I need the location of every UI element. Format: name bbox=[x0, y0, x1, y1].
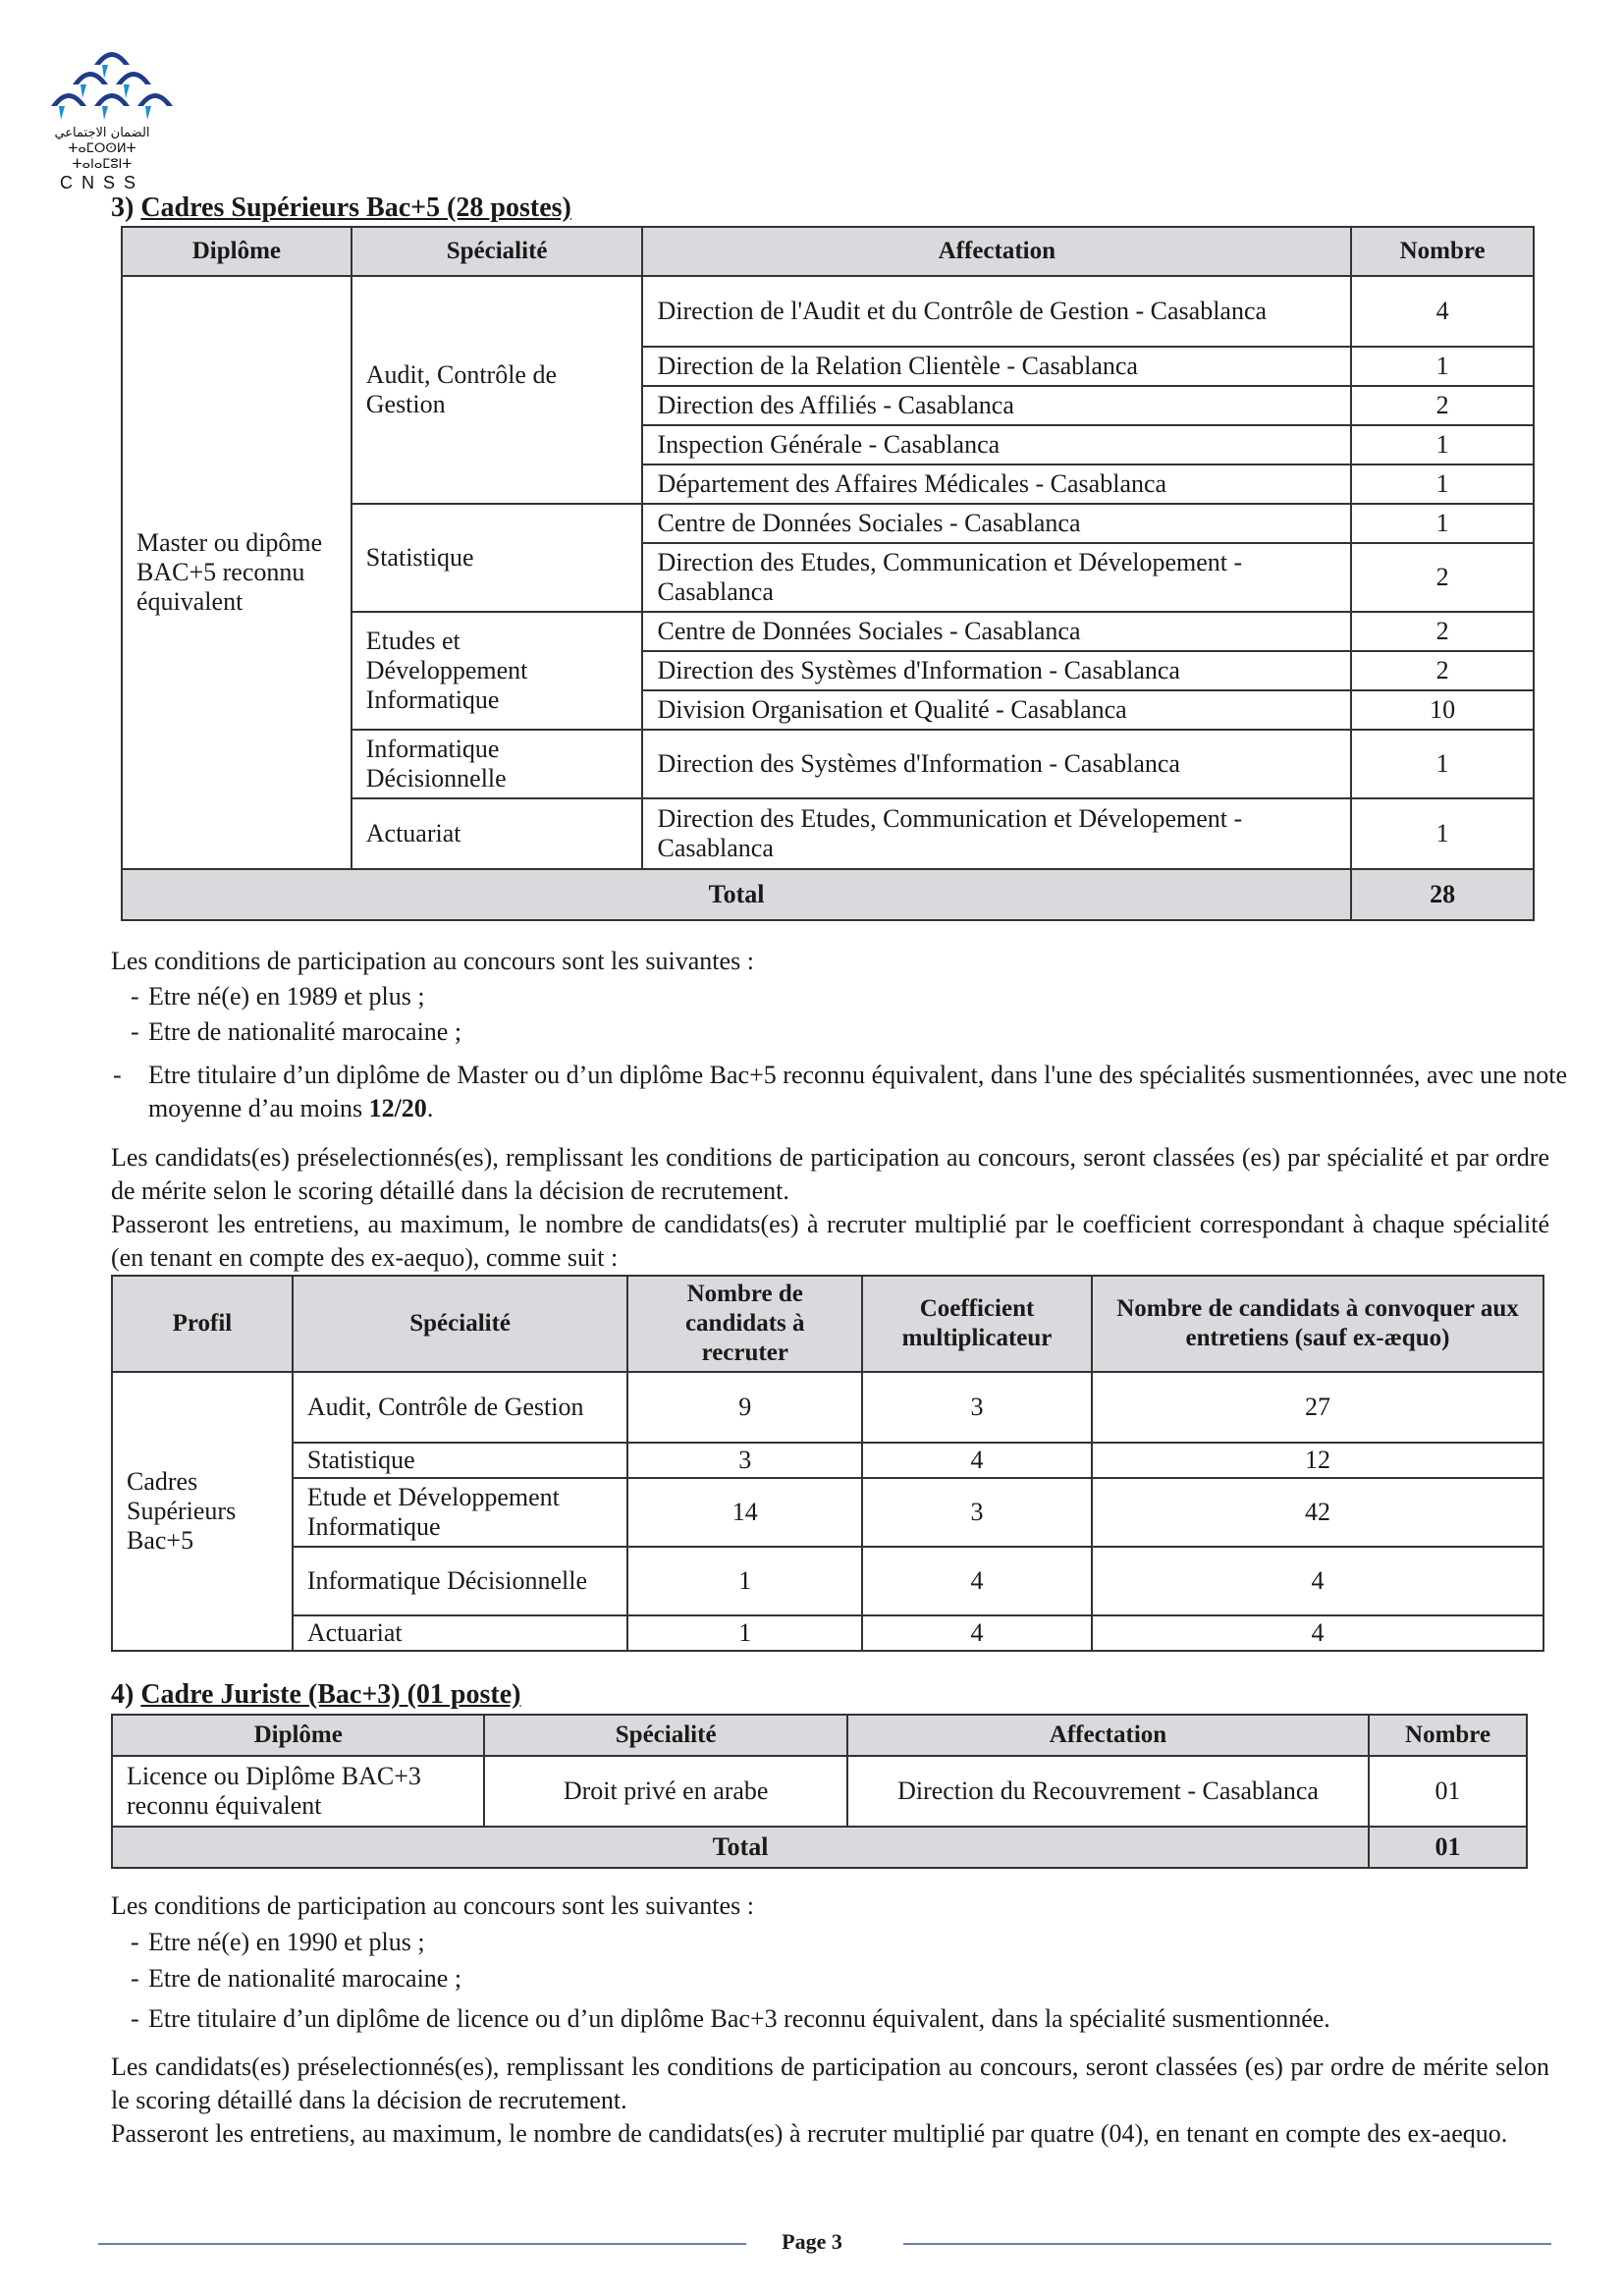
affectation-cell: Inspection Générale - Casablanca bbox=[642, 425, 1351, 465]
coef-cell: 4 bbox=[862, 1443, 1092, 1478]
page-number: Page 3 bbox=[782, 2229, 842, 2254]
logo-tifinagh-text: ⵜⴰⵎⵔⵙⵍⵜ ⵜⴰⵏⴰⵎⵓⵏⵜ bbox=[68, 141, 136, 172]
affectation-cell: Centre de Données Sociales - Casablanca bbox=[642, 504, 1351, 543]
header-nombre: Nombre bbox=[1351, 227, 1534, 276]
nombre-cell: 10 bbox=[1351, 690, 1534, 730]
condition-text: Etre né(e) en 1990 et plus ; bbox=[148, 1928, 425, 1956]
coef-cell: 3 bbox=[862, 1372, 1092, 1443]
condition-text: Etre de nationalité marocaine ; bbox=[148, 1964, 462, 1993]
coefficient-table bbox=[111, 1275, 1544, 1652]
juriste-table bbox=[111, 1714, 1528, 1869]
nombre-cell: 1 bbox=[1351, 504, 1534, 543]
nombre-cell: 1 bbox=[1351, 798, 1534, 869]
nombre-cell: 4 bbox=[1351, 276, 1534, 347]
nombre-cell: 2 bbox=[1351, 651, 1534, 690]
section-3-number: 3) bbox=[111, 192, 135, 223]
logo-arabic-text: الضمان الاجتماعي bbox=[54, 126, 150, 140]
nombre-cell: 1 bbox=[627, 1615, 862, 1651]
affectation-cell: Département des Affaires Médicales - Casablanca bbox=[642, 465, 1351, 504]
condition-text: Etre titulaire d’un diplôme de licence ou d’un diplôme Bac+3 reconnu équivalent, dans la spécialité susmentionnée. bbox=[148, 2004, 1330, 2033]
footer-rule-left bbox=[98, 2243, 746, 2245]
affectation-cell: Division Organisation et Qualité - Casablanca bbox=[642, 690, 1351, 730]
conditions-intro: Les conditions de participation au concours sont les suivantes : bbox=[111, 947, 754, 975]
header-convoquer: Nombre de candidats à convoquer aux entretiens (sauf ex-æquo) bbox=[1092, 1276, 1543, 1372]
affectation-cell: Centre de Données Sociales - Casablanca bbox=[642, 612, 1351, 651]
specialite-cell: Audit, Contrôle de Gestion bbox=[293, 1372, 628, 1443]
condition-text: Etre de nationalité marocaine ; bbox=[148, 1017, 462, 1046]
header-nombre-recruter: Nombre de candidats à recruter bbox=[627, 1276, 862, 1372]
specialite-cell: Informatique Décisionnelle bbox=[293, 1547, 628, 1615]
nombre-cell: 01 bbox=[1369, 1756, 1527, 1827]
header-specialite: Spécialité bbox=[352, 227, 643, 276]
section-3-title bbox=[111, 192, 571, 224]
postes-table bbox=[121, 226, 1535, 921]
convoquer-cell: 42 bbox=[1092, 1478, 1543, 1547]
cnss-logo-mark bbox=[43, 35, 181, 126]
header-coefficient: Coefficient multiplicateur bbox=[862, 1276, 1092, 1372]
affectation-cell: Direction des Etudes, Communication et Dévelopement - Casablanca bbox=[642, 798, 1351, 869]
section-4-title bbox=[111, 1679, 520, 1711]
condition-item: - Etre né(e) en 1990 et plus ; bbox=[131, 1928, 425, 1956]
condition-item: - Etre de nationalité marocaine ; bbox=[131, 1017, 462, 1046]
diplome-cell: Licence ou Diplôme BAC+3 reconnu équivalent bbox=[112, 1756, 484, 1827]
condition-grade: 12/20 bbox=[368, 1094, 427, 1122]
specialite-cell: Informatique Décisionnelle bbox=[352, 730, 643, 798]
preselection-paragraph: Les candidats(es) préselectionnés(es), remplissant les conditions de participation au concours, seront classées (es) par ordre de mérite selon le scoring détaillé dans la décision de recrutement. bbox=[111, 2052, 1549, 2114]
header-profil: Profil bbox=[112, 1276, 293, 1372]
nombre-cell: 1 bbox=[1351, 425, 1534, 465]
specialite-cell: Droit privé en arabe bbox=[484, 1756, 846, 1827]
convoquer-cell: 27 bbox=[1092, 1372, 1543, 1443]
convoquer-cell: 4 bbox=[1092, 1615, 1543, 1651]
affectation-cell: Direction des Affiliés - Casablanca bbox=[642, 386, 1351, 425]
entretiens-paragraph: Passeront les entretiens, au maximum, le nombre de candidats(es) à recruter multiplié par le coefficient correspondant à chaque spécialité (en tenant en compte des ex-aequo), comme suit : bbox=[111, 1210, 1549, 1272]
nombre-cell: 1 bbox=[1351, 730, 1534, 798]
nombre-cell: 2 bbox=[1351, 386, 1534, 425]
affectation-cell: Direction des Systèmes d'Information - Casablanca bbox=[642, 651, 1351, 690]
header-nombre: Nombre bbox=[1369, 1715, 1527, 1756]
total-value: 01 bbox=[1369, 1827, 1527, 1868]
header-specialite: Spécialité bbox=[293, 1276, 628, 1372]
affectation-cell: Direction des Etudes, Communication et Dévelopement - Casablanca bbox=[642, 543, 1351, 612]
condition-end: . bbox=[426, 1094, 434, 1122]
affectation-cell: Direction de l'Audit et du Contrôle de Gestion - Casablanca bbox=[642, 276, 1351, 347]
page-footer bbox=[0, 2227, 1624, 2257]
conditions-intro: Les conditions de participation au concours sont les suivantes : bbox=[111, 1891, 754, 1920]
coef-cell: 4 bbox=[862, 1615, 1092, 1651]
nombre-cell: 14 bbox=[627, 1478, 862, 1547]
footer-rule-right bbox=[903, 2243, 1551, 2245]
nombre-cell: 2 bbox=[1351, 612, 1534, 651]
preselection-paragraph: Les candidats(es) préselectionnés(es), remplissant les conditions de participation au concours, seront classées (es) par spécialité et par ordre de mérite selon le scoring détaillé dans la décision de recrutement. bbox=[111, 1143, 1549, 1205]
nombre-cell: 3 bbox=[627, 1443, 862, 1478]
condition-item: - Etre de nationalité marocaine ; bbox=[131, 1964, 462, 1993]
specialite-cell: Statistique bbox=[352, 504, 643, 612]
convoquer-cell: 12 bbox=[1092, 1443, 1543, 1478]
convoquer-cell: 4 bbox=[1092, 1547, 1543, 1615]
affectation-cell: Direction de la Relation Clientèle - Casablanca bbox=[642, 347, 1351, 386]
diplome-cell: Master ou dipôme BAC+5 reconnu équivalent bbox=[122, 276, 352, 869]
nombre-cell: 1 bbox=[627, 1547, 862, 1615]
header-diplome: Diplôme bbox=[122, 227, 352, 276]
condition-text: Etre titulaire d’un diplôme de Master ou d’un diplôme Bac+5 reconnu équivalent, dans l'une des spécialités susmentionnées, avec une note moyenne d’au moins bbox=[148, 1061, 1567, 1122]
affectation-cell: Direction des Systèmes d'Information - Casablanca bbox=[642, 730, 1351, 798]
specialite-cell: Actuariat bbox=[352, 798, 643, 869]
specialite-cell: Actuariat bbox=[293, 1615, 628, 1651]
section-4-number: 4) bbox=[111, 1679, 135, 1710]
specialite-cell: Etude et Développement Informatique bbox=[293, 1478, 628, 1547]
header-affectation: Affectation bbox=[642, 227, 1351, 276]
section-4-title-text: Cadre Juriste (Bac+3) (01 poste) bbox=[140, 1679, 521, 1710]
condition-item: - Etre titulaire d’un diplôme de Master ou d’un diplôme Bac+5 reconnu équivalent, dans l'une des spécialités susmentionnées, avec une note moyenne d’au moins 12/20. bbox=[113, 1061, 1567, 1122]
total-label: Total bbox=[112, 1827, 1369, 1868]
total-label: Total bbox=[122, 869, 1351, 920]
coef-cell: 4 bbox=[862, 1547, 1092, 1615]
nombre-cell: 2 bbox=[1351, 543, 1534, 612]
specialite-cell: Audit, Contrôle de Gestion bbox=[352, 276, 643, 504]
profil-cell: Cadres Supérieurs Bac+5 bbox=[112, 1372, 293, 1651]
nombre-cell: 1 bbox=[1351, 347, 1534, 386]
condition-item: - Etre titulaire d’un diplôme de licence ou d’un diplôme Bac+3 reconnu équivalent, dans la spécialité susmentionnée. bbox=[131, 2004, 1330, 2033]
header-affectation: Affectation bbox=[847, 1715, 1369, 1756]
header-specialite: Spécialité bbox=[484, 1715, 846, 1756]
condition-item: - Etre né(e) en 1989 et plus ; bbox=[131, 982, 425, 1011]
affectation-cell: Direction du Recouvrement - Casablanca bbox=[847, 1756, 1369, 1827]
total-value: 28 bbox=[1351, 869, 1534, 920]
entretiens-paragraph: Passeront les entretiens, au maximum, le nombre de candidats(es) à recruter multiplié par quatre (04), en tenant en compte des ex-aequo. bbox=[111, 2119, 1508, 2148]
cnss-logo bbox=[43, 35, 190, 192]
nombre-cell: 9 bbox=[627, 1372, 862, 1443]
specialite-cell: Etudes et Développement Informatique bbox=[352, 612, 643, 730]
logo-acronym: CNSS bbox=[59, 173, 144, 192]
condition-text: Etre né(e) en 1989 et plus ; bbox=[148, 982, 425, 1011]
coef-cell: 3 bbox=[862, 1478, 1092, 1547]
section-3-title-text: Cadres Supérieurs Bac+5 (28 postes) bbox=[140, 192, 571, 223]
header-diplome: Diplôme bbox=[112, 1715, 484, 1756]
specialite-cell: Statistique bbox=[293, 1443, 628, 1478]
nombre-cell: 1 bbox=[1351, 465, 1534, 504]
